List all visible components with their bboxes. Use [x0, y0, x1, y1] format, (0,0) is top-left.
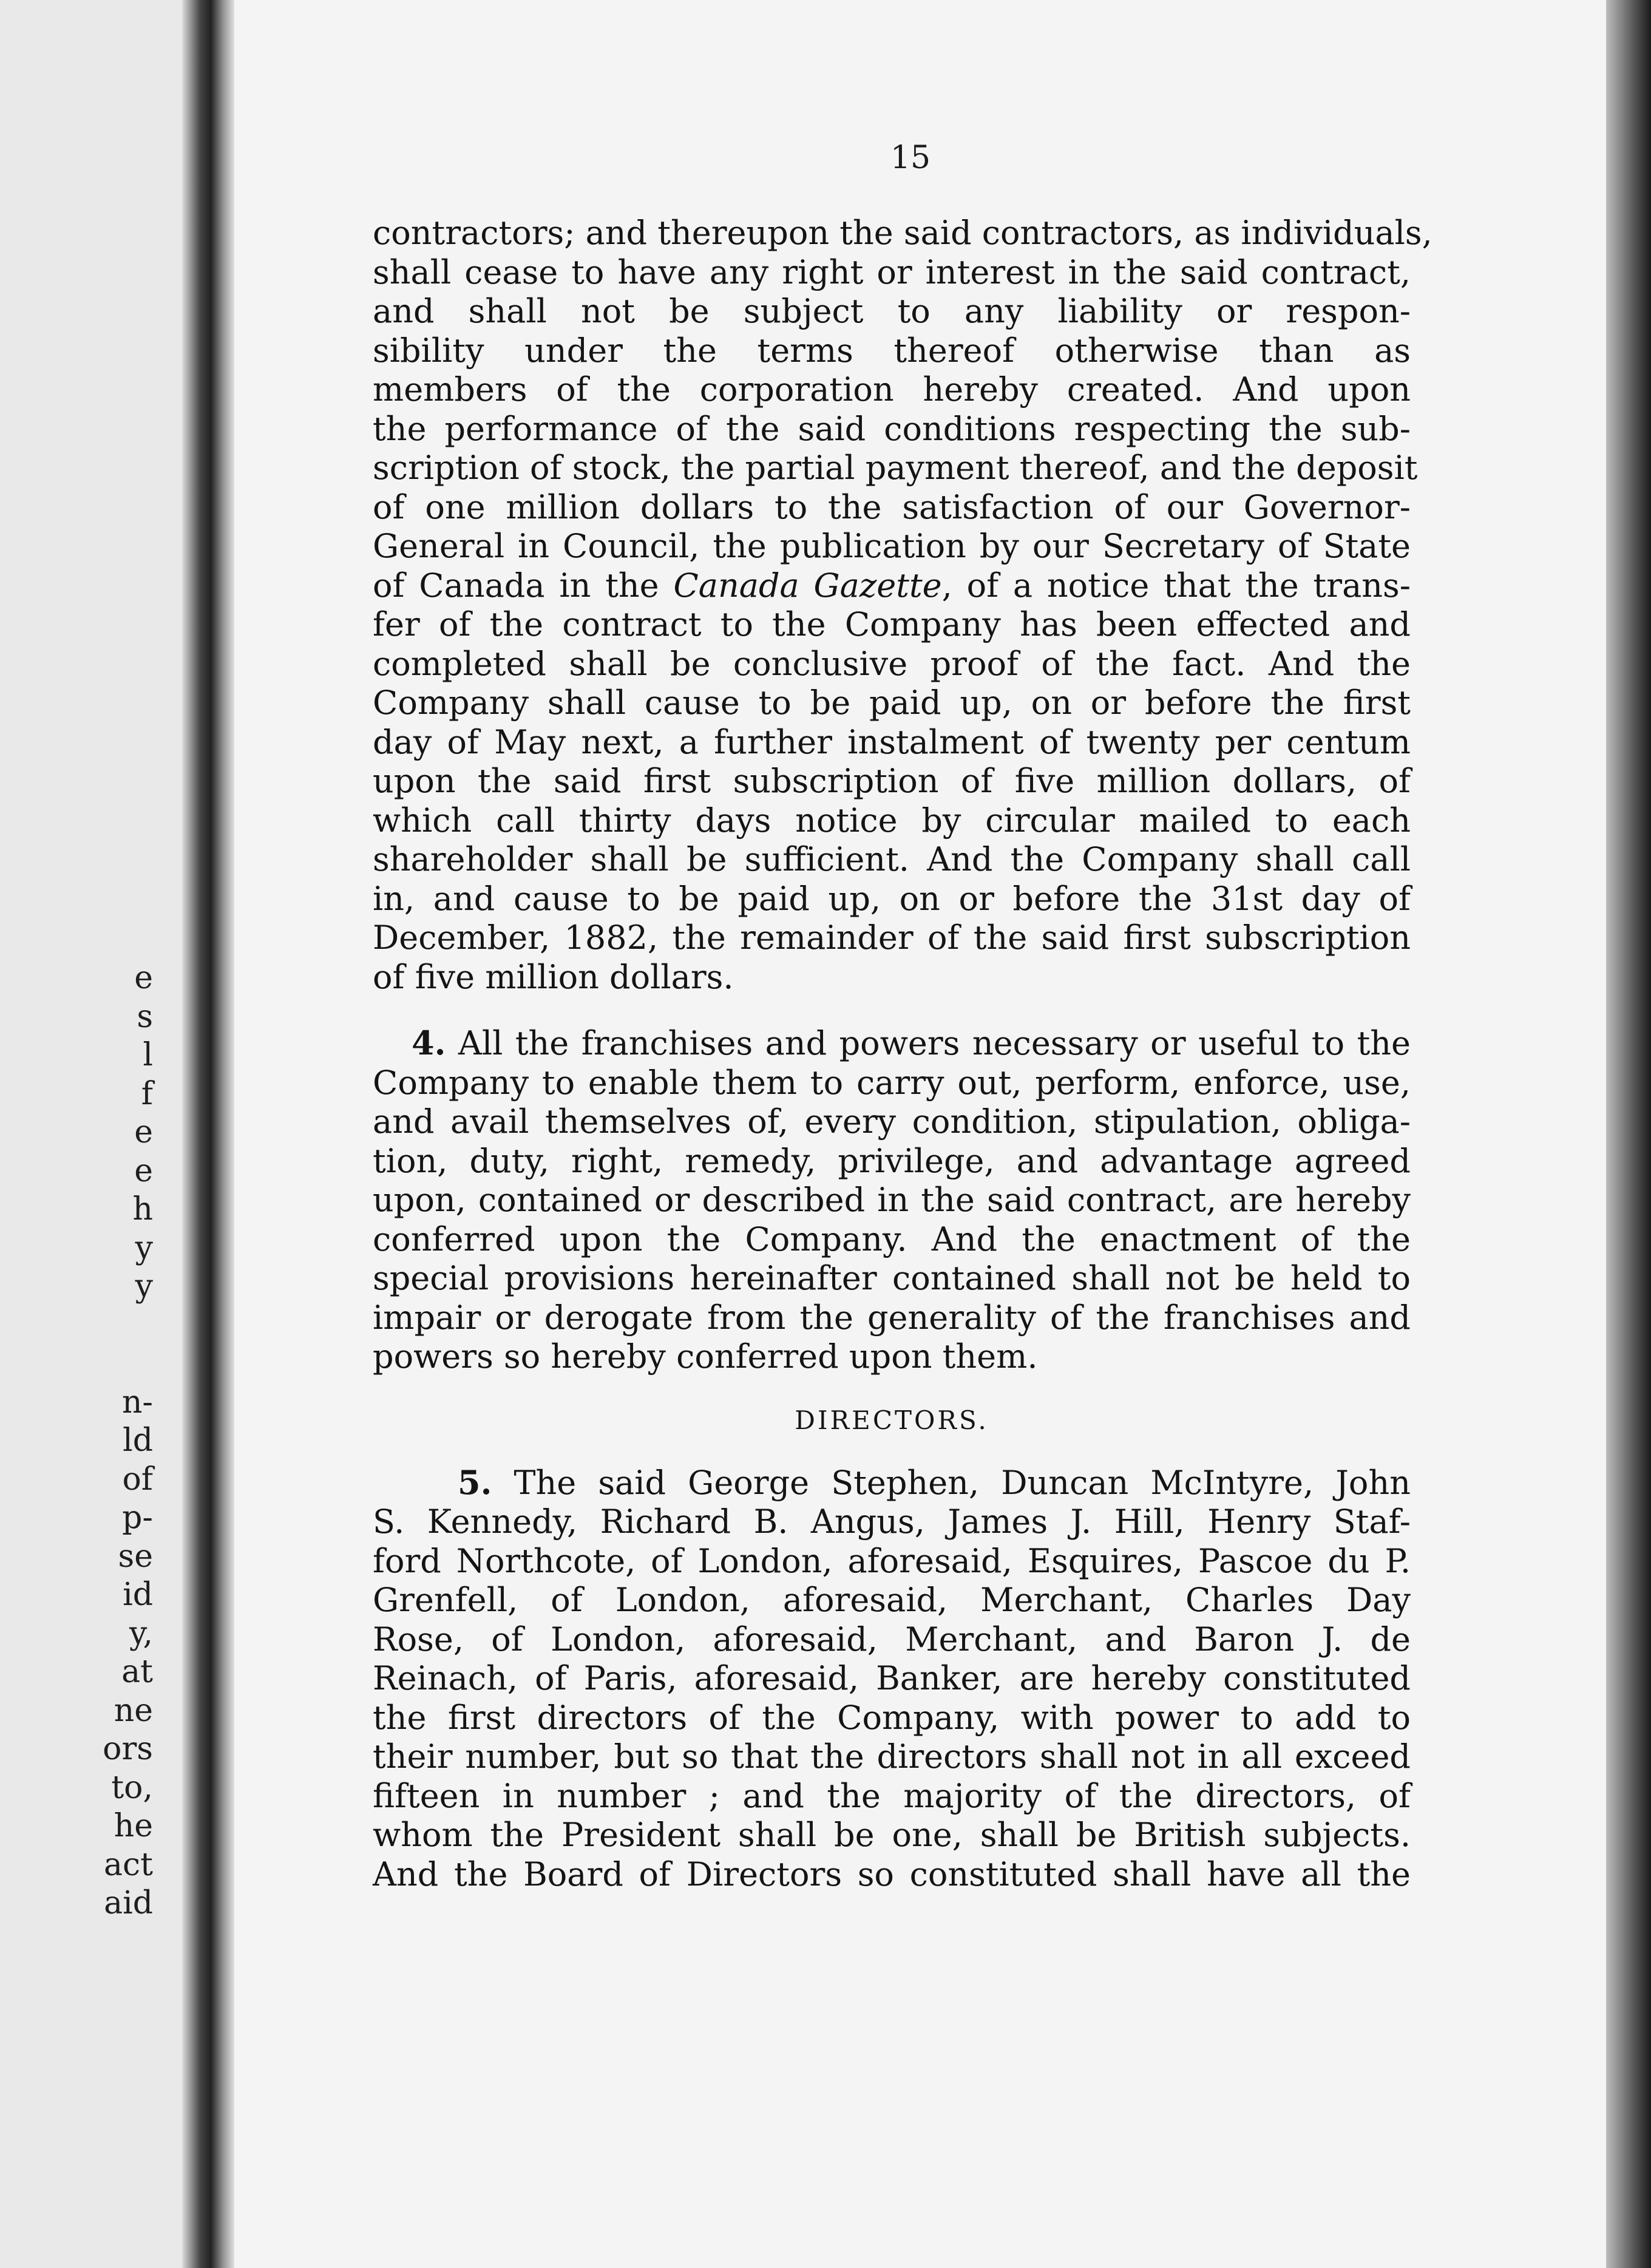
page-edge: [1606, 0, 1651, 2268]
facing-page-fragment: to,: [111, 1769, 153, 1806]
text-line: S. Kennedy, Richard B. Angus, James J. Hill, Henry Staf-: [373, 1502, 1411, 1541]
book-gutter: [182, 0, 234, 2268]
text-line: tion, duty, right, remedy, privilege, and advantage agreed: [373, 1141, 1411, 1180]
text-line: [373, 1463, 1411, 1503]
text-line: upon, contained or described in the said contract, are hereby: [373, 1181, 1411, 1219]
text-line: the first directors of the Company, with power to add to: [373, 1698, 1411, 1737]
facing-page-fragment: ld: [123, 1422, 153, 1459]
paragraph-continued: [373, 214, 1432, 997]
text-line: completed shall be conclusive proof of the fact. And the: [373, 644, 1411, 683]
text-line: and avail themselves of, every condition, stipulation, obliga-: [373, 1102, 1411, 1141]
text-line: ford Northcote, of London, aforesaid, Esquires, Pascoe du P.: [373, 1541, 1411, 1580]
text-line: Company shall cause to be paid up, on or before the first: [373, 684, 1411, 722]
text-line: upon the said first subscription of five million dollars, of: [373, 762, 1411, 800]
section-4: [373, 1024, 1411, 1377]
text-line: fer of the contract to the Company has been effected and: [373, 605, 1411, 643]
text-line: of five million dollars.: [373, 957, 734, 996]
text-line: their number, but so that the directors shall not in all exceed: [373, 1737, 1411, 1776]
text-line: of one million dollars to the satisfaction of our Governor-: [373, 487, 1411, 526]
facing-page-fragment: aid: [104, 1885, 153, 1921]
facing-page-fragment: e: [134, 960, 153, 996]
facing-page-fragment: id: [123, 1577, 153, 1613]
facing-page-fragment: se: [118, 1538, 153, 1575]
text-line: fifteen in number ; and the majority of the directors, of: [373, 1776, 1411, 1815]
text-line: Reinach, of Paris, aforesaid, Banker, are hereby constituted: [373, 1659, 1411, 1697]
text-line: conferred upon the Company. And the enactment of the: [373, 1220, 1411, 1258]
text-span: All the franchises and powers necessary or useful to the: [446, 1024, 1411, 1062]
text-line: scription of stock, the partial payment thereof, and the deposit: [373, 449, 1418, 487]
text-line: [373, 566, 1411, 606]
facing-page-fragment: s: [137, 998, 153, 1035]
facing-page-fragment: l: [143, 1037, 153, 1073]
facing-page-fragment: ne: [114, 1692, 153, 1729]
text-line: members of the corporation hereby created. And upon: [373, 370, 1411, 409]
text-span: , of a notice that the trans-: [941, 566, 1411, 605]
text-line: in, and cause to be paid up, on or before the 31st day of: [373, 879, 1411, 918]
text-line: which call thirty days notice by circular mailed to each: [373, 801, 1411, 840]
text-line: day of May next, a further instalment of twenty per centum: [373, 722, 1411, 761]
text-line: General in Council, the publication by our Secretary of State: [373, 527, 1411, 565]
publication-title: Canada Gazette: [673, 566, 942, 605]
section-heading-directors: DIRECTORS.: [795, 1405, 989, 1435]
text-line: And the Board of Directors so constituted shall have all the: [373, 1855, 1411, 1893]
facing-page-fragment: ors: [103, 1731, 153, 1767]
facing-page: [0, 0, 182, 2268]
facing-page-fragment: e: [134, 1152, 153, 1189]
facing-page-fragment: n-: [121, 1384, 153, 1421]
text-line: shall cease to have any right or interest in the said contract,: [373, 253, 1411, 291]
page-number: 15: [890, 140, 931, 176]
text-line: shareholder shall be sufficient. And the Company shall call: [373, 840, 1411, 878]
text-line: impair or derogate from the generality of the franchises and: [373, 1298, 1411, 1337]
facing-page-fragment: y,: [129, 1615, 153, 1652]
facing-page-fragment: y: [135, 1268, 153, 1305]
paragraph-gap: [373, 997, 1411, 1024]
facing-page-fragment: [0, 1306, 182, 1384]
text-line: Grenfell, of London, aforesaid, Merchant, Charles Day: [373, 1581, 1411, 1619]
text-line: [373, 1024, 1411, 1064]
section-number: 5.: [458, 1462, 492, 1502]
text-span: of Canada in the: [373, 566, 674, 605]
section-number: 4.: [412, 1024, 446, 1062]
text-line: December, 1882, the remainder of the said first subscription: [373, 918, 1411, 957]
text-line: powers so hereby conferred upon them.: [373, 1337, 1038, 1376]
facing-page-fragment: y: [135, 1229, 153, 1266]
text-line: special provisions hereinafter contained shall not be held to: [373, 1259, 1411, 1297]
facing-page-fragment: e: [134, 1114, 153, 1150]
text-line: whom the President shall be one, shall be British subjects.: [373, 1816, 1411, 1854]
text-line: the performance of the said conditions respecting the sub-: [373, 409, 1411, 448]
facing-page-fragment: p-: [122, 1499, 153, 1536]
facing-page-fragment: he: [114, 1808, 153, 1844]
page-body: [373, 214, 1432, 1894]
text-span: The said George Stephen, Duncan McIntyre, John: [492, 1463, 1411, 1502]
text-line: Rose, of London, aforesaid, Merchant, and Baron J. de: [373, 1620, 1411, 1659]
text-line: and shall not be subject to any liability or respon-: [373, 292, 1411, 330]
facing-page-fragment: f: [141, 1075, 153, 1112]
facing-page-fragment: of: [122, 1461, 153, 1498]
text-line: contractors; and thereupon the said contractors, as individuals,: [373, 214, 1432, 252]
facing-page-text-fragments: [0, 959, 182, 1923]
facing-page-fragment: h: [132, 1191, 153, 1227]
section-5: [373, 1463, 1411, 1895]
text-line: Company to enable them to carry out, perform, enforce, use,: [373, 1063, 1411, 1102]
facing-page-fragment: at: [121, 1654, 153, 1690]
text-line: sibility under the terms thereof otherwise than as: [373, 331, 1411, 370]
facing-page-fragment: act: [103, 1846, 153, 1883]
